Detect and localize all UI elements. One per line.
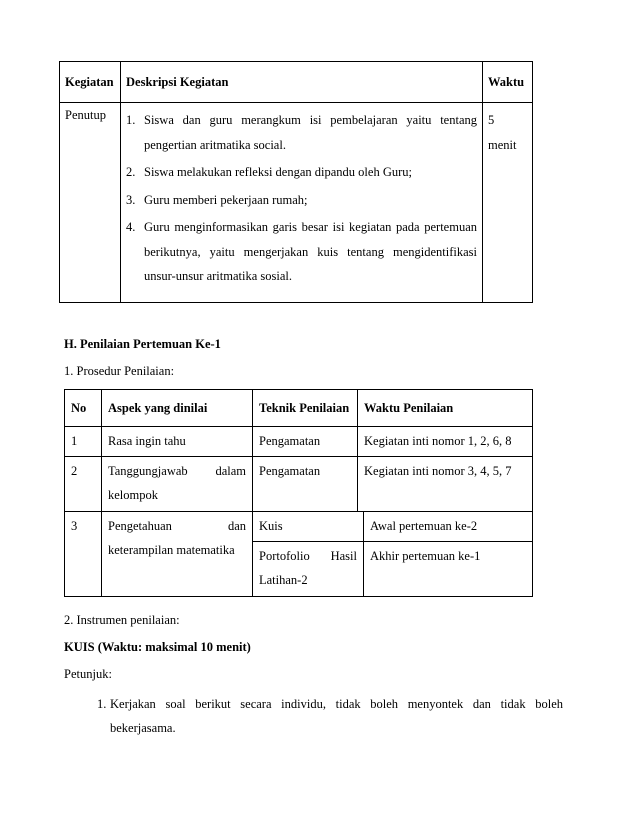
closing-steps-list: [126, 108, 477, 289]
assessment-row: [65, 457, 533, 512]
procedure-label: 1. Prosedur Penilaian:: [64, 364, 175, 378]
step-number: 1.: [126, 113, 136, 127]
row-sub-assessments: [253, 512, 533, 597]
step-text: Guru memberi pekerjaan rumah;: [144, 192, 308, 207]
header-waktu: Waktu: [483, 62, 533, 103]
cell-deskripsi: [121, 103, 483, 303]
instruction-item: [97, 692, 563, 740]
assessment-header-row: [65, 390, 533, 427]
step-text: Guru menginformasikan garis besar isi kegiatan pada pertemuan berikutnya, yaitu mengerjakan kuis tentang mengidentifikasi unsur-unsur aritmatika sosial.: [144, 220, 477, 283]
teknik-line: Portofolio Hasil: [259, 548, 357, 563]
closing-step: [126, 215, 477, 289]
closing-step: [126, 160, 477, 185]
row-waktu: Kegiatan inti nomor 1, 2, 6, 8: [358, 427, 533, 457]
sub-waktu: Awal pertemuan ke-2: [370, 519, 478, 533]
header-waktu-penilaian: Waktu Penilaian: [358, 390, 533, 427]
row-no: 3: [65, 512, 102, 597]
row-aspek: [102, 512, 253, 597]
assessment-row: [65, 427, 533, 457]
aspek-line: Tanggungjawab dalam: [108, 464, 246, 478]
header-no: No: [65, 390, 102, 427]
closing-step: [126, 188, 477, 213]
sub-assessment-table: [253, 512, 532, 596]
step-number: 3.: [126, 192, 136, 207]
row-no: 2: [65, 457, 102, 512]
cell-waktu: [483, 103, 533, 303]
sub-assessment-row: [253, 512, 532, 541]
row-teknik: Pengamatan: [253, 457, 358, 512]
waktu-value: 5: [488, 113, 495, 127]
step-text: Siswa dan guru merangkum isi pembelajaran yaitu tentang pengertian aritmatika social.: [144, 113, 477, 152]
activity-header-row: [60, 62, 533, 103]
sub-waktu: Akhir pertemuan ke-1: [364, 541, 533, 596]
row-aspek: Rasa ingin tahu: [102, 427, 253, 457]
step-number: 2.: [126, 165, 136, 179]
step-number: 4.: [126, 220, 136, 234]
instrument-label: 2. Instrumen penilaian:: [64, 613, 180, 627]
row-teknik: Pengamatan: [253, 427, 358, 457]
activity-row: [60, 103, 533, 303]
cell-kegiatan: Penutup: [60, 103, 121, 303]
assessment-table: [64, 389, 533, 597]
header-aspek: Aspek yang dinilai: [102, 390, 253, 427]
assessment-row: [65, 512, 533, 597]
aspek-line: keterampilan matematika: [108, 543, 235, 557]
instruction-number: 1.: [97, 697, 107, 711]
header-deskripsi: Deskripsi Kegiatan: [121, 62, 483, 103]
teknik-line: Latihan-2: [259, 572, 308, 587]
waktu-unit: menit: [488, 137, 517, 152]
row-no: 1: [65, 427, 102, 457]
instruction-text: Kerjakan soal berikut secara individu, tidak boleh menyontek dan tidak boleh bekerjasama.: [110, 697, 563, 735]
header-teknik: Teknik Penilaian: [253, 390, 358, 427]
instructions-label: Petunjuk:: [64, 667, 112, 681]
closing-step: [126, 108, 477, 157]
aspek-line: Pengetahuan dan: [108, 519, 246, 533]
row-waktu: Kegiatan inti nomor 3, 4, 5, 7: [358, 457, 533, 512]
activity-table: [59, 61, 533, 303]
quiz-title: KUIS (Waktu: maksimal 10 menit): [64, 640, 251, 654]
step-text: Siswa melakukan refleksi dengan dipandu oleh Guru;: [144, 165, 412, 179]
sub-teknik: [253, 541, 364, 596]
row-aspek: [102, 457, 253, 512]
sub-assessment-row: [253, 541, 532, 596]
header-kegiatan: Kegiatan: [60, 62, 121, 103]
aspek-line: kelompok: [108, 488, 158, 502]
sub-teknik: Kuis: [253, 512, 364, 541]
section-h-title: H. Penilaian Pertemuan Ke-1: [64, 337, 221, 351]
